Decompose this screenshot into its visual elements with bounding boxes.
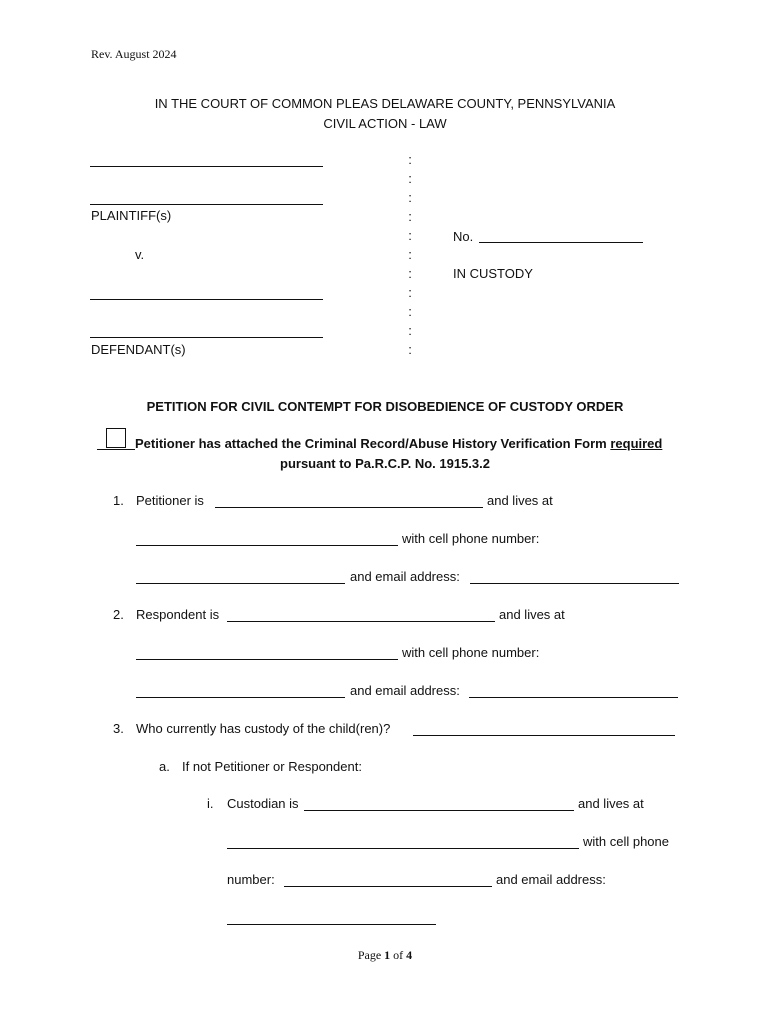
other-custodian-label: If not Petitioner or Respondent: xyxy=(182,759,362,774)
respondent-label: Respondent is xyxy=(136,607,220,622)
petitioner-address-field[interactable] xyxy=(136,545,398,546)
docket-number-label: No. xyxy=(453,229,474,244)
cell-phone-label: with cell phone number: xyxy=(402,645,540,660)
custody-question: Who currently has custody of the child(ren)? xyxy=(136,721,391,736)
versus-label: v. xyxy=(135,247,145,262)
required-text: required xyxy=(610,436,663,451)
caption-colon: : xyxy=(408,266,412,281)
petitioner-name-field[interactable] xyxy=(215,507,483,508)
lives-at-label: and lives at xyxy=(578,796,644,811)
case-type: CIVIL ACTION - LAW xyxy=(323,116,447,131)
docket-number-field[interactable] xyxy=(479,242,643,243)
caption-colon: : xyxy=(408,304,412,319)
caption-colon: : xyxy=(408,171,412,186)
attachment-rule: pursuant to Pa.R.C.P. No. 1915.3.2 xyxy=(280,456,490,471)
attachment-checkbox[interactable] xyxy=(106,428,126,448)
caption-colon: : xyxy=(408,152,412,167)
caption-colon: : xyxy=(408,323,412,338)
plaintiff-name-line-2[interactable] xyxy=(90,204,323,205)
petitioner-label: Petitioner is xyxy=(136,493,204,508)
page-prefix: Page xyxy=(357,948,385,962)
item-number: 1. xyxy=(113,493,124,508)
checkbox-underline xyxy=(97,449,135,450)
cell-phone-label: with cell phone number: xyxy=(402,531,540,546)
attachment-statement xyxy=(135,436,662,451)
plaintiff-label: PLAINTIFF(s) xyxy=(91,208,172,223)
page-total: 4 xyxy=(406,948,413,962)
respondent-phone-field[interactable] xyxy=(136,697,345,698)
revision-date: Rev. August 2024 xyxy=(91,47,177,61)
lives-at-label: and lives at xyxy=(487,493,553,508)
lives-at-label: and lives at xyxy=(499,607,565,622)
caption-colon: : xyxy=(408,342,412,357)
page-number xyxy=(0,948,770,963)
email-label: and email address: xyxy=(496,872,606,887)
custodian-email-field[interactable] xyxy=(227,924,436,925)
caption-colon: : xyxy=(408,209,412,224)
email-label: and email address: xyxy=(350,683,460,698)
petitioner-phone-field[interactable] xyxy=(136,583,345,584)
defendant-name-line-1[interactable] xyxy=(90,299,323,300)
caption-colon: : xyxy=(408,285,412,300)
defendant-label: DEFENDANT(s) xyxy=(91,342,186,357)
sub-item-letter: a. xyxy=(159,759,170,774)
current-custody-field[interactable] xyxy=(413,735,675,736)
cell-phone-label: with cell phone xyxy=(583,834,669,849)
sub-item-roman: i. xyxy=(207,796,214,811)
custodian-phone-field[interactable] xyxy=(284,886,492,887)
email-label: and email address: xyxy=(350,569,460,584)
court-name: IN THE COURT OF COMMON PLEAS DELAWARE COUNTY, PENNSYLVANIA xyxy=(154,96,616,111)
petition-title: PETITION FOR CIVIL CONTEMPT FOR DISOBEDIENCE OF CUSTODY ORDER xyxy=(146,399,624,414)
respondent-address-field[interactable] xyxy=(136,659,398,660)
caption-colon: : xyxy=(408,190,412,205)
custody-label: IN CUSTODY xyxy=(453,266,533,281)
petitioner-email-field[interactable] xyxy=(470,583,679,584)
item-number: 2. xyxy=(113,607,124,622)
defendant-name-line-2[interactable] xyxy=(90,337,323,338)
item-number: 3. xyxy=(113,721,124,736)
caption-colon: : xyxy=(408,247,412,262)
respondent-name-field[interactable] xyxy=(227,621,495,622)
respondent-email-field[interactable] xyxy=(469,697,678,698)
number-label: number: xyxy=(227,872,275,887)
page-of: of xyxy=(390,948,407,962)
custodian-label: Custodian is xyxy=(227,796,299,811)
attachment-text: Petitioner has attached the Criminal Record/Abuse History Verification Form xyxy=(135,436,611,451)
page-current: 1 xyxy=(384,948,391,962)
caption-colon: : xyxy=(408,228,412,243)
plaintiff-name-line-1[interactable] xyxy=(90,166,323,167)
custodian-address-field[interactable] xyxy=(227,848,579,849)
custodian-name-field[interactable] xyxy=(304,810,574,811)
